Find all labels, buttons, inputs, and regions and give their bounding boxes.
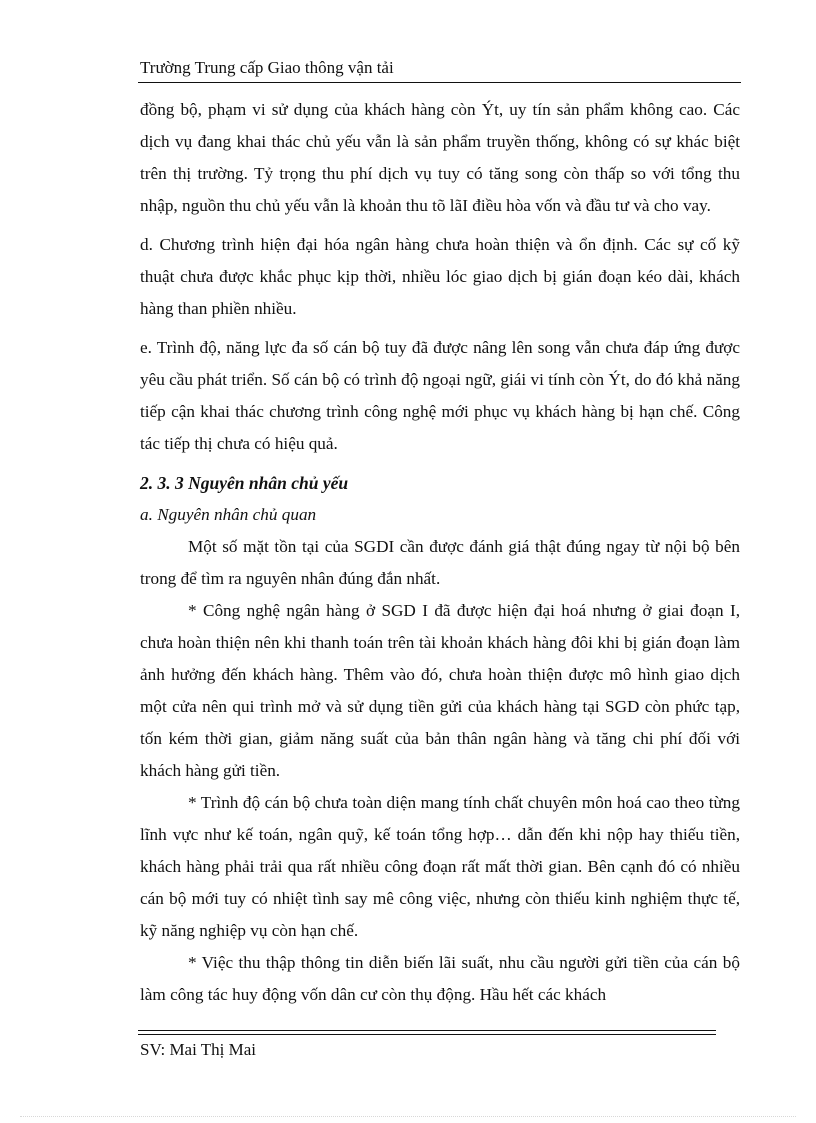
section-heading: 2. 3. 3 Nguyên nhân chủ yếu [140, 473, 349, 493]
subsection-heading: a. Nguyên nhân chủ quan [140, 505, 317, 524]
paragraph-intro: Một số mặt tồn tại của SGDI cần được đánh giá thật đúng ngay từ nội bộ bên trong để tìm ra nguyên nhân đúng đắn nhất. [140, 537, 740, 588]
page-header: Trường Trung cấp Giao thông vận tải [140, 58, 394, 77]
page-bottom-edge [20, 1116, 796, 1117]
paragraph-e: e. Trình độ, năng lực đa số cán bộ tuy đã được nâng lên song vẫn chưa đáp ứng được yêu cầu phát triển. Số cán bộ có trình độ ngoại ngữ, giái vi tính còn Ýt, do đó khả năng tiếp cận khai thác chương trình công nghệ mới phục vụ khách hàng bị hạn chế. Công tác tiếp thị chưa có hiệu quả. [140, 338, 740, 453]
header-divider [138, 82, 741, 83]
paragraph-d: d. Chương trình hiện đại hóa ngân hàng chưa hoàn thiện và ổn định. Các sự cố kỹ thuật chưa được khắc phục kịp thời, nhiều lóc giao dịch bị gián đoạn kéo dài, khách hàng than phiền nhiều. [140, 235, 740, 318]
paragraph-continuation: đồng bộ, phạm vi sử dụng của khách hàng còn Ýt, uy tín sản phẩm không cao. Các dịch vụ đang khai thác chủ yếu vẫn là sản phẩm truyền thống, không có sự khác biệt trên thị trường. Tỷ trọng thu phí dịch vụ tuy có tăng song còn thấp so với tổng thu nhập, nguồn thu chủ yếu vẫn là khoản thu tõ lãI điều hòa vốn và đầu tư và cho vay. [140, 100, 740, 215]
page-footer: SV: Mai Thị Mai [140, 1040, 257, 1059]
document-body [140, 94, 740, 1011]
paragraph-information: * Việc thu thập thông tin diễn biến lãi suất, nhu cầu người gửi tiền của cán bộ làm công tác huy động vốn dân cư còn thụ động. Hầu hết các khách [140, 953, 740, 1004]
footer-divider [138, 1030, 716, 1035]
paragraph-technology: * Công nghệ ngân hàng ở SGD I đã được hiện đại hoá nhưng ở giai đoạn I, chưa hoàn thiện nên khi thanh toán trên tài khoản khách hàng đôi khi bị gián đoạn làm ảnh hưởng đến khách hàng. Thêm vào đó, chưa hoàn thiện được mô hình giao dịch một cửa nên qui trình mở và sử dụng tiền gửi của khách hàng tại SGD còn phức tạp, tốn kém thời gian, giảm năng suất của bản thân ngân hàng và tăng chi phí đối với khách hàng gửi tiền. [140, 601, 740, 780]
paragraph-staff: * Trình độ cán bộ chưa toàn diện mang tính chất chuyên môn hoá cao theo từng lĩnh vực như kế toán, ngân quỹ, kế toán tổng hợp… dẫn đến khi nộp hay thiếu tiền, khách hàng phải trải qua rất nhiều công đoạn rất mất thời gian. Bên cạnh đó có nhiều cán bộ mới tuy có nhiệt tình say mê công việc, nhưng còn thiếu kinh nghiệm thực tế, kỹ năng nghiệp vụ còn hạn chế. [140, 793, 740, 940]
